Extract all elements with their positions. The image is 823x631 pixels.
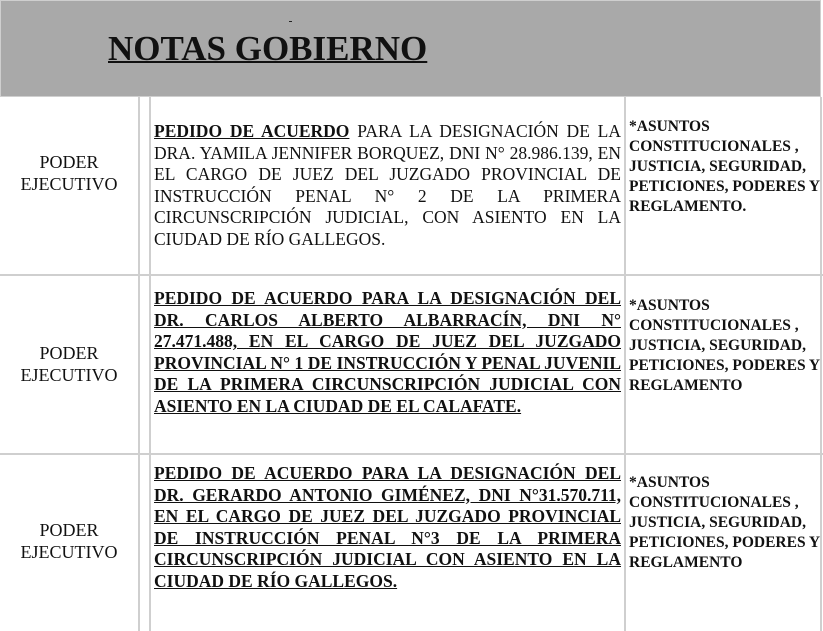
committee-cell: *ASUNTOS CONSTITUCIONALES , JUSTICIA, SEGURIDAD, PETICIONES, PODERES Y REGLAMENTO. (629, 118, 820, 215)
description-bold: PEDIDO DE ACUERDO PARA LA DESIGNACIÓN DEL DR. CARLOS ALBERTO ALBARRACÍN, DNI N° 27.471.488, EN EL CARGO DE JUEZ DEL JUZGADO PROVINCIAL N° 1 DE INSTRUCCIÓN Y PENAL JUVENIL DE LA PRIMERA CIRCUNSCRIPCIÓN JUDICIAL CON ASIENTO EN LA CIUDAD DE EL CALAFATE. (154, 288, 621, 416)
mark (289, 21, 292, 22)
description-bold: PEDIDO DE ACUERDO (154, 121, 350, 141)
table-row (0, 455, 823, 631)
table-row (0, 276, 823, 455)
committee-cell: *ASUNTOS CONSTITUCIONALES , JUSTICIA, SEGURIDAD, PETICIONES, PODERES Y REGLAMENTO (629, 474, 820, 571)
description-bold: PEDIDO DE ACUERDO PARA LA DESIGNACIÓN DEL DR. GERARDO ANTONIO GIMÉNEZ, DNI N°31.570.711, EN EL CARGO DE JUEZ DEL JUZGADO PROVINCIAL DE INSTRUCCIÓN PENAL N°3 DE LA PRIMERA CIRCUNSCRIPCIÓN JUDICIAL CON ASIENTO EN LA CIUDAD DE RÍO GALLEGOS. (154, 463, 621, 591)
description-cell (154, 288, 621, 417)
origin-cell: PODER EJECUTIVO (20, 520, 118, 562)
origin-cell: PODER EJECUTIVO (20, 152, 118, 194)
table-row (0, 97, 823, 276)
committee-cell: *ASUNTOS CONSTITUCIONALES , JUSTICIA, SEGURIDAD, PETICIONES, PODERES Y REGLAMENTO (629, 297, 820, 394)
origin-cell: PODER EJECUTIVO (20, 343, 118, 385)
description-cell (154, 463, 621, 592)
description-text: PARA LA DESIGNACIÓN DE LA DRA. YAMILA JENNIFER BORQUEZ, DNI N° 28.986.139, EN EL CARGO DE JUEZ DEL JUZGADO PROVINCIAL DE INSTRUCCIÓN PENAL N° 2 DE LA PRIMERA CIRCUNSCRIPCIÓN JUDICIAL, CON ASIENTO EN LA CIUDAD DE RÍO GALLEGOS. (154, 121, 621, 249)
page-title: NOTAS GOBIERNO (108, 29, 428, 68)
description-cell (154, 121, 621, 250)
header-banner (0, 0, 821, 97)
